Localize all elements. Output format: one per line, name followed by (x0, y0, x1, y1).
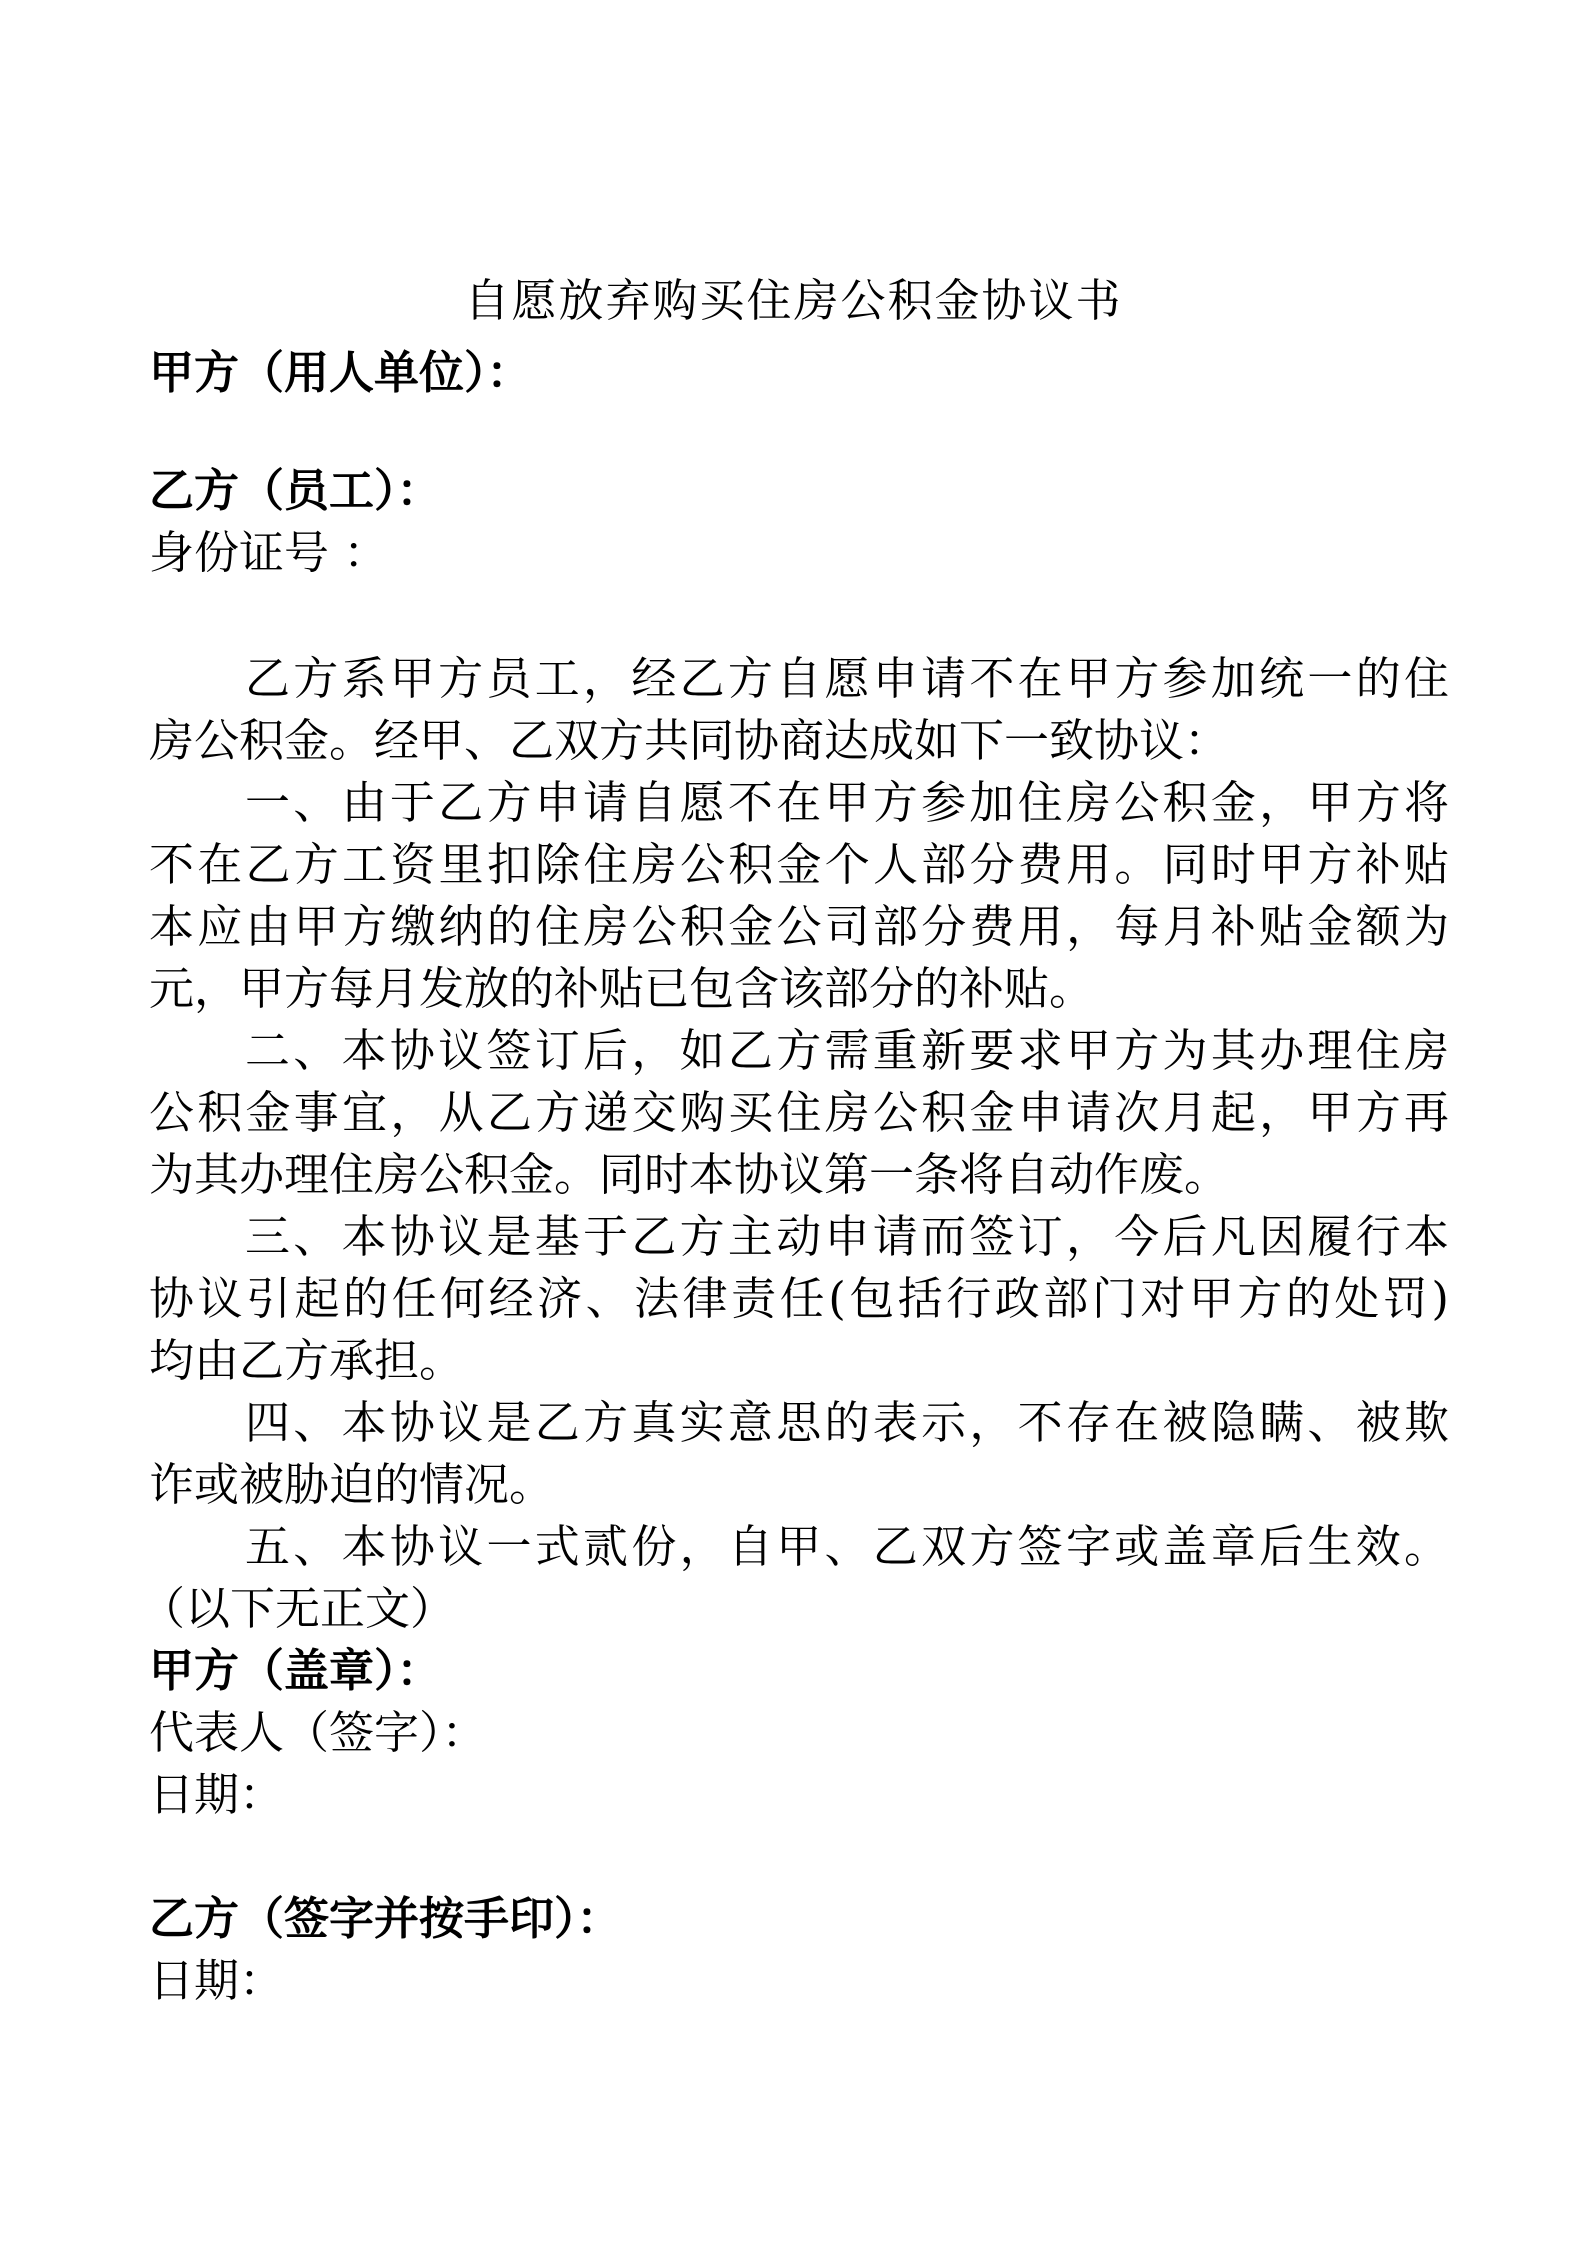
clause-1-line-2: 不在乙方工资里扣除住房公积金个人部分费用。同时甲方补贴 (149, 838, 1449, 891)
intro-line-2: 房公积金。经甲、乙双方共同协商达成如下一致协议： (149, 714, 1230, 767)
clause-2-line-1: 二、本协议签订后，如乙方需重新要求甲方为其办理住房 (245, 1024, 1449, 1077)
party-a-seal-label: 甲方（盖章）： (149, 1644, 442, 1697)
clause-5-line-1: 五、本协议一式贰份，自甲、乙双方签字或盖章后生效。 (245, 1520, 1449, 1573)
party-a-date-label: 日期： (149, 1768, 285, 1821)
intro-line-1: 乙方系甲方员工，经乙方自愿申请不在甲方参加统一的住 (245, 652, 1449, 705)
party-b-signature-label: 乙方（签字并按手印）： (149, 1892, 622, 1945)
representative-signature-label: 代表人（签字）： (149, 1706, 487, 1759)
clause-3-line-2: 协议引起的任何经济、法律责任(包括行政部门对甲方的处罚) (149, 1272, 1449, 1325)
clause-4-line-1: 四、本协议是乙方真实意思的表示，不存在被隐瞒、被欺 (245, 1396, 1449, 1449)
id-number-label: 身份证号 ： (149, 526, 389, 579)
party-a-label: 甲方（用人单位）： (149, 346, 532, 399)
clause-1-line-1: 一、由于乙方申请自愿不在甲方参加住房公积金，甲方将 (245, 776, 1449, 829)
end-note: （以下无正文） (140, 1582, 456, 1635)
clause-2-line-2: 公积金事宜，从乙方递交购买住房公积金申请次月起，甲方再 (149, 1086, 1449, 1139)
clause-2-line-3: 为其办理住房公积金。同时本协议第一条将自动作废。 (149, 1148, 1230, 1201)
clause-3-line-3: 均由乙方承担。 (149, 1334, 465, 1387)
clause-1-line-4: 元，甲方每月发放的补贴已包含该部分的补贴。 (149, 962, 1095, 1015)
clause-1-line-3: 本应由甲方缴纳的住房公积金公司部分费用，每月补贴金额为 (149, 900, 1449, 953)
clause-4-line-2: 诈或被胁迫的情况。 (149, 1458, 555, 1511)
document-title: 自愿放弃购买住房公积金协议书 (464, 274, 1123, 327)
party-b-date-label: 日期： (149, 1954, 285, 2007)
party-b-label: 乙方（员工）： (149, 464, 442, 517)
clause-3-line-1: 三、本协议是基于乙方主动申请而签订，今后凡因履行本 (245, 1210, 1449, 1263)
